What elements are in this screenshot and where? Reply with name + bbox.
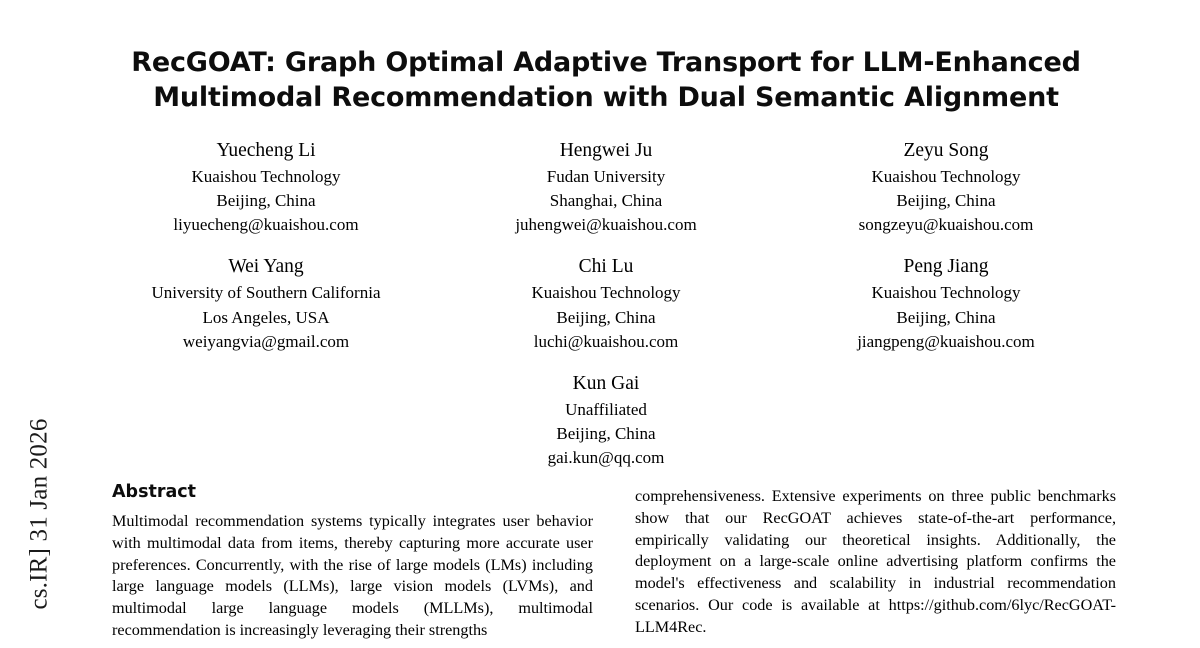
author-affiliation: University of Southern California bbox=[151, 283, 381, 303]
author-block bbox=[776, 255, 1116, 353]
author-name: Wei Yang bbox=[228, 256, 304, 278]
author-block bbox=[96, 255, 436, 353]
author-location: Shanghai, China bbox=[549, 191, 663, 211]
author-affiliation: Unaffiliated bbox=[565, 399, 647, 419]
author-location: Beijing, China bbox=[556, 423, 656, 443]
author-block bbox=[96, 139, 436, 237]
author-email: jiangpeng@kuaishou.com bbox=[857, 331, 1035, 351]
author-location: Beijing, China bbox=[216, 191, 316, 211]
author-affiliation: Kuaishou Technology bbox=[191, 167, 341, 187]
author-affiliation: Fudan University bbox=[546, 167, 666, 187]
abstract-column-left bbox=[112, 482, 593, 642]
abstract-text-left: Multimodal recommendation systems typically integrates user behavior with multimodal data from items, thereby capturing more accurate user preferences. Concurrently, with the rise of large models (LMs) including large language models (LLMs), large vision models (LVMs), and multimodal large language models (MLLMs), multimodal recommendation is increasingly leveraging their strengths bbox=[112, 512, 593, 639]
author-name: Zeyu Song bbox=[903, 140, 989, 162]
abstract-heading: Abstract bbox=[112, 482, 197, 502]
paper-page bbox=[96, 0, 1116, 648]
title-line-1: RecGOAT: Graph Optimal Adaptive Transport for LLM-Enhanced bbox=[131, 47, 1081, 78]
author-block bbox=[436, 255, 776, 353]
title-line-2: Multimodal Recommendation with Dual Semantic Alignment bbox=[153, 81, 1059, 113]
page-title bbox=[96, 0, 1116, 115]
abstract-section bbox=[112, 482, 1116, 642]
author-location: Beijing, China bbox=[896, 307, 996, 327]
author-email: liyuecheng@kuaishou.com bbox=[173, 215, 359, 235]
author-affiliation: Kuaishou Technology bbox=[871, 167, 1021, 187]
abstract-text-right: comprehensiveness. Extensive experiments on three public benchmarks show that our RecGOAT achieves state-of-the-art performance, empirically validating our theoretical insights. Additionally, the deployment on a large-scale online advertising platform confirms the model's effectiveness and scalability in industrial recommendation scenarios. Our code is available at https://github.com/6lyc/RecGOAT-LLM4Rec. bbox=[635, 487, 1116, 636]
author-row bbox=[96, 372, 1116, 488]
author-location: Beijing, China bbox=[896, 191, 996, 211]
author-location: Los Angeles, USA bbox=[202, 307, 330, 327]
author-email: songzeyu@kuaishou.com bbox=[858, 215, 1034, 235]
author-email: juhengwei@kuaishou.com bbox=[515, 215, 697, 235]
author-email: weiyangvia@gmail.com bbox=[182, 331, 350, 351]
arxiv-stamp-text: cs.IR] 31 Jan 2026 bbox=[26, 418, 54, 610]
author-block bbox=[436, 139, 776, 237]
author-name: Chi Lu bbox=[578, 256, 634, 278]
author-block bbox=[776, 139, 1116, 237]
author-name: Yuecheng Li bbox=[216, 140, 316, 162]
author-name: Kun Gai bbox=[572, 372, 640, 394]
arxiv-identifier-stamp bbox=[10, 0, 70, 648]
author-affiliation: Kuaishou Technology bbox=[871, 283, 1021, 303]
author-affiliation: Kuaishou Technology bbox=[531, 283, 681, 303]
author-email: gai.kun@qq.com bbox=[547, 447, 665, 467]
author-name: Hengwei Ju bbox=[559, 140, 653, 162]
author-name: Peng Jiang bbox=[903, 256, 989, 278]
author-block bbox=[430, 372, 782, 470]
author-list bbox=[96, 139, 1116, 488]
author-email: luchi@kuaishou.com bbox=[533, 331, 679, 351]
abstract-column-right bbox=[635, 482, 1116, 642]
author-row bbox=[96, 139, 1116, 255]
author-location: Beijing, China bbox=[556, 307, 656, 327]
author-row bbox=[96, 255, 1116, 371]
